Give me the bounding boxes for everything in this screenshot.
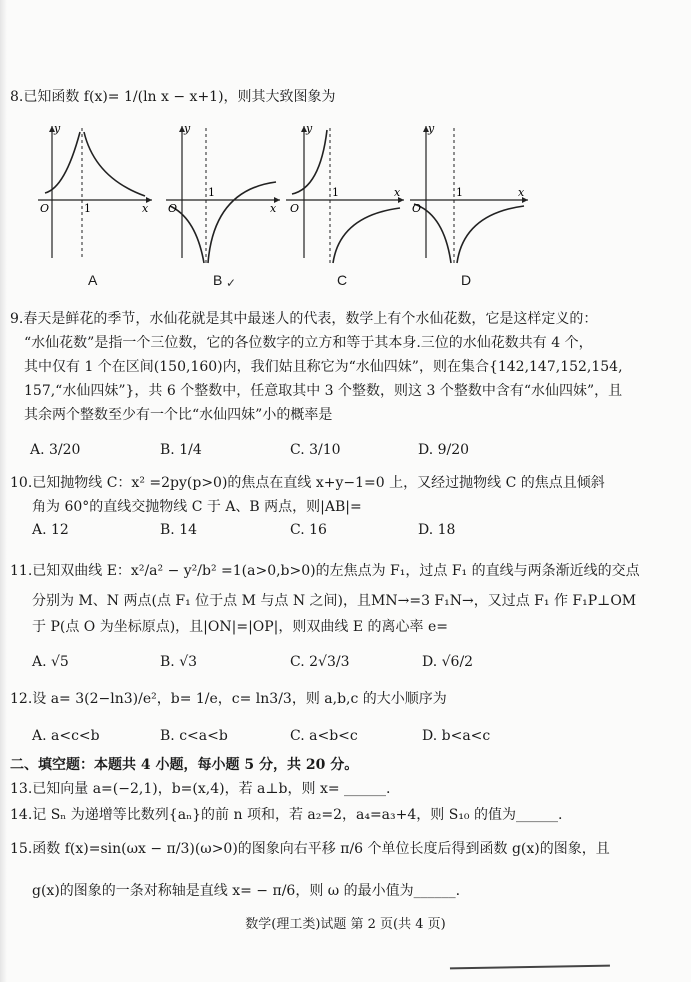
question-11-line: 分别为 M、N 两点(点 F₁ 位于点 M 与点 N 之间)，且MN→=3 F₁N→，又过点 F₁ 作 F₁P⊥OM [32,593,637,609]
question-10-line: 10.已知抛物线 C：x² =2py(p>0)的焦点在直线 x+y−1=0 上，又经过抛物线 C 的焦点且倾斜 [10,475,605,491]
question-9-line: 9.春天是鲜花的季节，水仙花就是其中最迷人的代表，数学上有个水仙花数，它是这样定义的： [10,311,598,327]
question-9-line: 157,“水仙四妹”}，共 6 个整数中，任意取其中 3 个整数，则这 3 个整数中含有“水仙四妹”，且 [24,383,623,399]
section-heading: 二、填空题：本题共 4 小题，每小题 5 分，共 20 分。 [10,757,359,773]
origin-label: O [40,202,50,215]
question-8-text: 8.已知函数 f(x)= 1/(ln x − x+1)，则其大致图象为 [10,89,336,105]
question-11-option-b: B. √3 [160,654,198,670]
question-9-line: 其中仅有 1 个在区间(150,160)内，我们姑且称它为“水仙四妹”，则在集合{142,147,152,154, [24,359,623,375]
page-footer: 数学(理工类)试题 第 2 页(共 4 页) [245,917,446,932]
question-12-text: 12.设 a= 3(2−ln3)/e²，b= 1/e，c= ln3/3，则 a,b,c 的大小顺序为 [10,691,447,707]
hand-check-mark: ✓ [226,276,237,290]
axis-y-label: y [54,122,61,135]
graph-a-label: A [88,272,98,288]
axis-x-label: x [518,186,525,199]
question-11-line: 于 P(点 O 为坐标原点)，且|ON|=|OP|，则双曲线 E 的离心率 e= [32,619,448,635]
graph-b-label: B [213,272,223,288]
question-9-option-a: A. 3/20 [30,442,81,458]
graph-d [406,118,536,268]
tick-label: 1 [84,202,91,215]
question-15-line: g(x)的图象的一条对称轴是直线 x= − π/6，则 ω 的最小值为______. [32,883,461,899]
axis-x-label: x [142,202,149,215]
question-11-option-d: D. √6/2 [422,654,474,670]
tick-label: 1 [332,186,339,199]
scan-edge [0,0,7,982]
question-11-line: 11.已知双曲线 E：x²/a² − y²/b² =1(a>0,b>0)的左焦点为 F₁，过点 F₁ 的直线与两条渐近线的交点 [10,563,640,579]
origin-label: O [168,202,178,215]
axis-x-label: x [394,186,401,199]
graph-b [158,118,288,268]
question-9-option-d: D. 9/20 [418,442,470,458]
question-12-option-b: B. c<a<b [160,728,228,744]
question-12-option-d: D. b<a<c [422,728,491,744]
question-15-line: 15.函数 f(x)=sin(ωx − π/3)(ω>0)的图象向右平移 π/6 个单位长度后得到函数 g(x)的图象，且 [10,841,610,857]
tick-label: 1 [208,186,215,199]
graph-a [30,118,160,268]
graph-c-label: C [337,272,348,288]
question-10-option-d: D. 18 [418,522,456,538]
origin-label: O [412,202,422,215]
question-14-text: 14.记 Sₙ 为递增等比数列{aₙ}的前 n 项和，若 a₂=2，a₄=a₃+4，则 S₁₀ 的值为______. [10,807,563,823]
question-12-option-a: A. a<c<b [32,728,100,744]
question-10-option-a: A. 12 [32,522,69,538]
question-12-option-c: C. a<b<c [290,728,358,744]
question-13-text: 13.已知向量 a=(−2,1)，b=(x,4)，若 a⊥b，则 x= ______. [10,781,391,797]
axis-x-label: x [270,202,277,215]
origin-label: O [290,202,300,215]
question-11-option-c: C. 2√3/3 [290,654,350,670]
axis-y-label: y [306,122,313,135]
question-9-line: “水仙花数”是指一个三位数，它的各位数字的立方和等于其本身.三位的水仙花数共有 4 个， [24,335,593,351]
axis-y-label: y [184,122,191,135]
question-10-option-c: C. 16 [290,522,327,538]
graph-d-label: D [461,272,472,288]
question-9-option-b: B. 1/4 [160,442,202,458]
axis-y-label: y [428,122,435,135]
question-9-option-c: C. 3/10 [290,442,341,458]
graph-c [282,118,412,268]
question-11-option-a: A. √5 [32,654,69,670]
question-10-option-b: B. 14 [160,522,198,538]
tick-label: 1 [456,186,463,199]
question-10-line: 角为 60°的直线交抛物线 C 于 A、B 两点，则|AB|= [32,499,362,515]
question-9-line: 其余两个整数至少有一个比“水仙四妹”小的概率是 [24,407,333,423]
scan-artifact [450,965,610,976]
